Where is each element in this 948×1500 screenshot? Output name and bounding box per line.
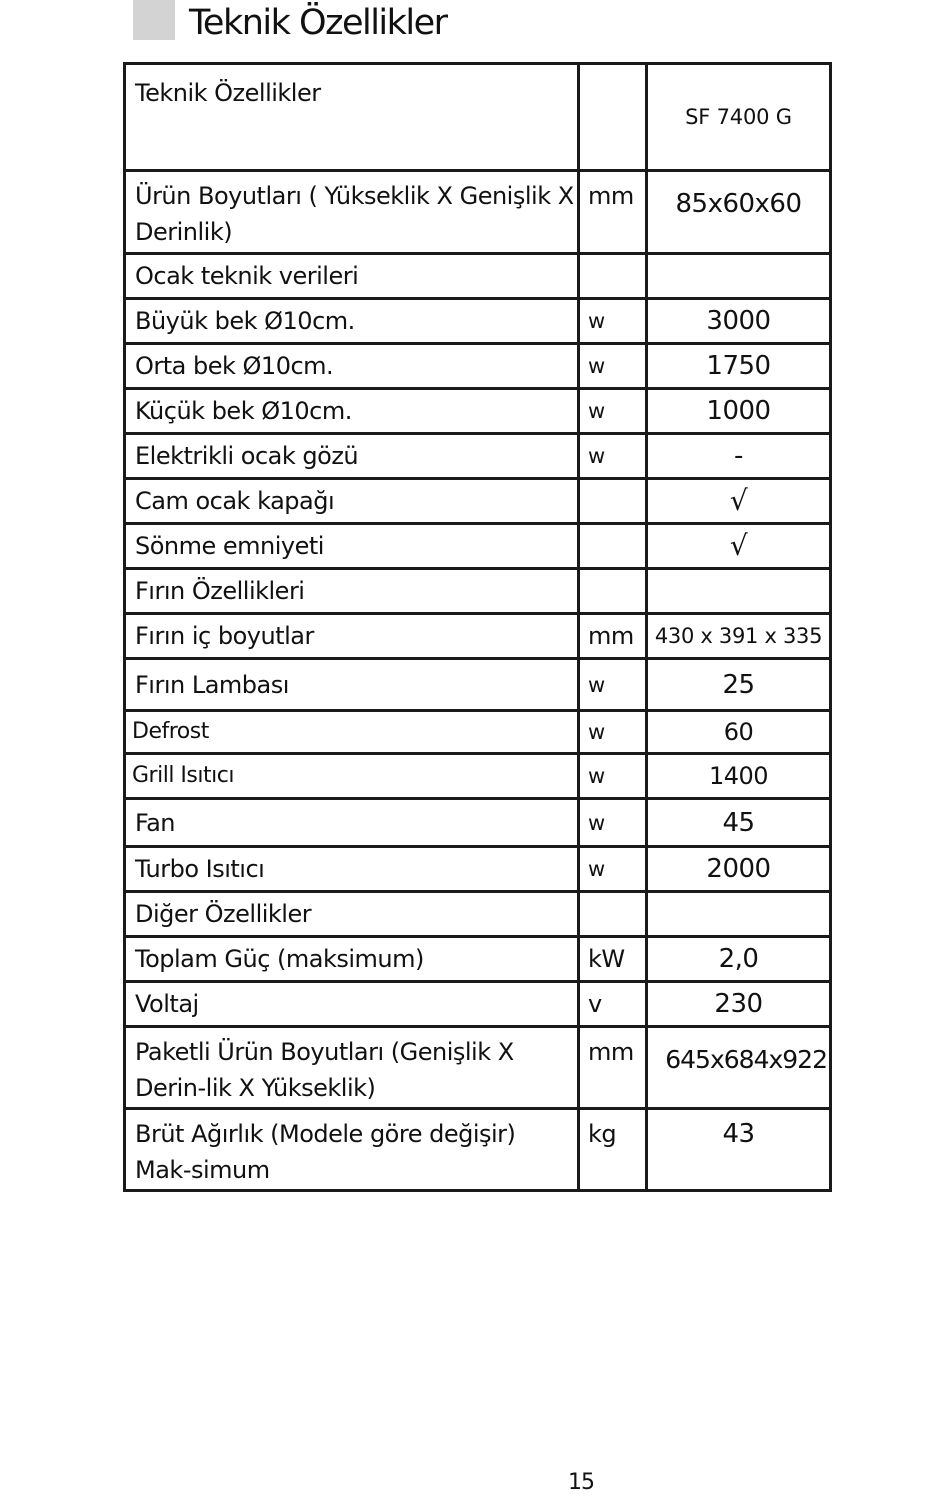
spec-unit: w [579, 389, 647, 434]
table-row [125, 344, 831, 389]
spec-unit: w [579, 659, 647, 711]
spec-unit [579, 892, 647, 937]
table-row [125, 524, 831, 569]
table-row [125, 1109, 831, 1191]
table-row [125, 389, 831, 434]
spec-unit: mm [579, 614, 647, 659]
table-header-row [125, 64, 831, 171]
spec-value: 2000 [647, 847, 831, 892]
spec-label: Fan [125, 799, 579, 847]
spec-unit: w [579, 711, 647, 754]
spec-value: 25 [647, 659, 831, 711]
spec-unit: w [579, 434, 647, 479]
table-row [125, 937, 831, 982]
spec-label: Sönme emniyeti [125, 524, 579, 569]
checkmark-icon: √ [647, 479, 831, 524]
checkmark-icon: √ [647, 524, 831, 569]
spec-table [123, 62, 832, 1192]
spec-value: 230 [647, 982, 831, 1027]
page-number: 15 [568, 1470, 594, 1495]
spec-label: Cam ocak kapağı [125, 479, 579, 524]
spec-unit: mm [579, 171, 647, 254]
table-row [125, 299, 831, 344]
spec-value: 85x60x60 [647, 171, 831, 254]
spec-label: Turbo Isıtıcı [125, 847, 579, 892]
page-title: Teknik Özellikler [189, 3, 447, 43]
spec-label: Fırın iç boyutlar [125, 614, 579, 659]
table-row [125, 569, 831, 614]
table-row [125, 254, 831, 299]
table-row [125, 434, 831, 479]
spec-value: 60 [647, 711, 831, 754]
section-label: Fırın Özellikleri [125, 569, 579, 614]
spec-value: 645x684x922 [647, 1027, 831, 1109]
spec-value: 45 [647, 799, 831, 847]
spec-value: 1400 [647, 754, 831, 799]
header-label: Teknik Özellikler [125, 64, 579, 171]
table-row [125, 847, 831, 892]
table-row [125, 659, 831, 711]
spec-value: 430 x 391 x 335 [647, 614, 831, 659]
spec-value [647, 892, 831, 937]
table-row [125, 892, 831, 937]
spec-value: 1750 [647, 344, 831, 389]
spec-unit: w [579, 847, 647, 892]
spec-unit: mm [579, 1027, 647, 1109]
spec-unit: kW [579, 937, 647, 982]
spec-label: Defrost [125, 711, 579, 754]
table-row [125, 614, 831, 659]
spec-value: - [647, 434, 831, 479]
spec-value: 1000 [647, 389, 831, 434]
spec-unit [579, 254, 647, 299]
spec-unit: w [579, 299, 647, 344]
spec-label: Fırın Lambası [125, 659, 579, 711]
table-row [125, 479, 831, 524]
spec-value: 3000 [647, 299, 831, 344]
model-name: SF 7400 G [647, 64, 831, 171]
table-row [125, 982, 831, 1027]
spec-unit: w [579, 754, 647, 799]
spec-label: Toplam Güç (maksimum) [125, 937, 579, 982]
spec-label: Grill Isıtıcı [125, 754, 579, 799]
table-row [125, 171, 831, 254]
spec-unit [579, 569, 647, 614]
header-gray-box [133, 0, 175, 40]
spec-unit: w [579, 344, 647, 389]
spec-value: 2,0 [647, 937, 831, 982]
spec-label: Orta bek Ø10cm. [125, 344, 579, 389]
table-row [125, 711, 831, 754]
section-label: Diğer Özellikler [125, 892, 579, 937]
spec-unit [579, 524, 647, 569]
spec-label: Paketli Ürün Boyutları (Genişlik X Derin-lik X Yükseklik) [125, 1027, 579, 1109]
spec-value [647, 254, 831, 299]
spec-label: Elektrikli ocak gözü [125, 434, 579, 479]
spec-unit: kg [579, 1109, 647, 1191]
spec-label: Büyük bek Ø10cm. [125, 299, 579, 344]
spec-value: 43 [647, 1109, 831, 1191]
section-label: Ocak teknik verileri [125, 254, 579, 299]
spec-label: Ürün Boyutları ( Yükseklik X Genişlik X Derinlik) [125, 171, 579, 254]
spec-unit: w [579, 799, 647, 847]
table-row [125, 754, 831, 799]
table-row [125, 799, 831, 847]
spec-label: Brüt Ağırlık (Modele göre değişir) Mak-simum [125, 1109, 579, 1191]
spec-unit: v [579, 982, 647, 1027]
spec-label: Voltaj [125, 982, 579, 1027]
table-row [125, 1027, 831, 1109]
spec-value [647, 569, 831, 614]
spec-label: Küçük bek Ø10cm. [125, 389, 579, 434]
header-unit [579, 64, 647, 171]
spec-unit [579, 479, 647, 524]
